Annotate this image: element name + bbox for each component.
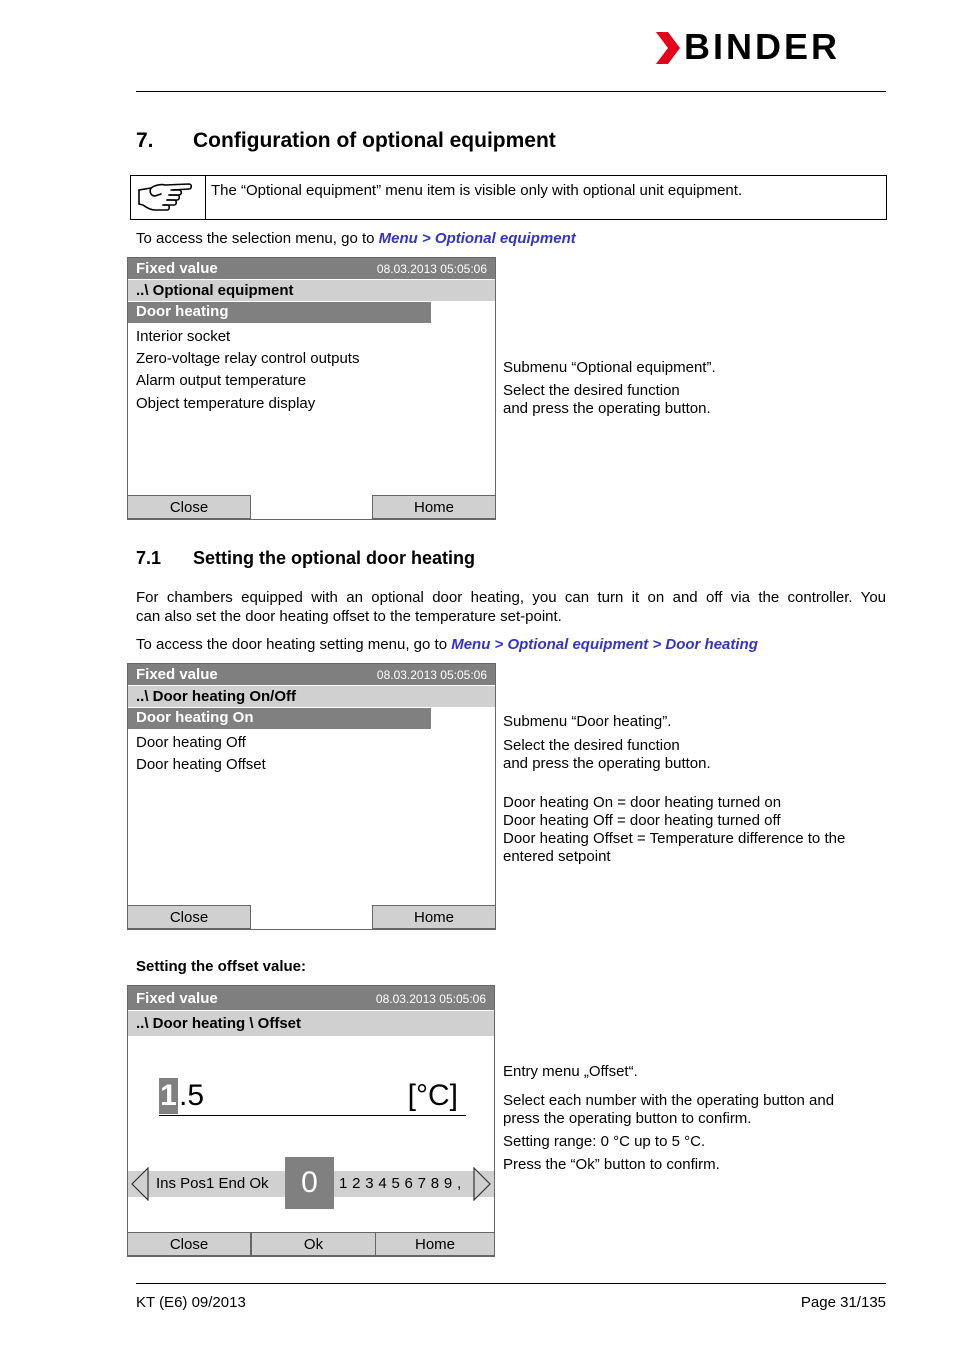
- offset-value-field[interactable]: [159, 1078, 466, 1116]
- menu-item-alarm-output[interactable]: Alarm output temperature: [136, 372, 307, 389]
- note-text: The “Optional equipment” menu item is visible only with optional unit equipment.: [211, 182, 743, 199]
- note-box: [130, 175, 887, 220]
- arrow-right-icon[interactable]: [472, 1167, 492, 1201]
- close-button[interactable]: Close: [127, 1232, 251, 1256]
- subsection-heading: [136, 548, 475, 569]
- controller-screen-door-heating: [127, 663, 496, 930]
- arrow-left-icon[interactable]: [130, 1167, 150, 1201]
- menu-item-interior-socket[interactable]: Interior socket: [136, 328, 231, 345]
- unit-label: [°C]: [407, 1079, 458, 1112]
- desc-line: Setting range: 0 °C up to 5 °C.: [503, 1133, 706, 1150]
- offset-heading: Setting the offset value:: [136, 958, 307, 975]
- screen-path: [128, 686, 495, 707]
- access-prefix: To access the selection menu, go to: [136, 230, 379, 247]
- screen-mode: Fixed value: [136, 260, 218, 277]
- desc-line: Select the desired function: [503, 382, 680, 399]
- menu-item-object-temp[interactable]: Object temperature display: [136, 395, 316, 412]
- section-title: Configuration of optional equipment: [193, 129, 556, 152]
- controller-screen-optional-equipment: [127, 257, 496, 520]
- desc-line: Press the “Ok” button to confirm.: [503, 1156, 720, 1173]
- logo-mark-icon: [654, 30, 684, 66]
- brand-name: BINDER: [684, 26, 841, 67]
- screen-datetime: 08.03.2013 05:05:06: [376, 668, 487, 682]
- path-label: ..\ Optional equipment: [136, 282, 294, 299]
- subsection-title: Setting the optional door heating: [193, 548, 475, 568]
- menu-item-label: Door heating On: [136, 709, 254, 726]
- menu-item-relay-outputs[interactable]: Zero-voltage relay control outputs: [136, 350, 360, 367]
- desc-line: Door heating Offset = Temperature difference to the: [503, 830, 846, 847]
- home-button[interactable]: Home: [375, 1232, 495, 1256]
- pointing-hand-icon: [131, 176, 206, 219]
- screen1-description: [503, 359, 716, 418]
- current-digit[interactable]: 0: [285, 1157, 334, 1209]
- access-instruction: [136, 229, 576, 248]
- section-heading: [136, 129, 556, 153]
- screen-title-bar: [128, 664, 495, 685]
- menu-path-link[interactable]: Menu > Optional equipment > Door heating: [451, 636, 758, 653]
- desc-line: Entry menu „Offset“.: [503, 1063, 638, 1080]
- screen-path: [128, 280, 495, 301]
- menu-item-label: Door heating: [136, 303, 229, 320]
- desc-line: press the operating button to confirm.: [503, 1110, 752, 1127]
- menu-item-door-heating-offset[interactable]: Door heating Offset: [136, 756, 266, 773]
- screen-title-bar: [128, 258, 495, 279]
- menu-item-door-heating[interactable]: [128, 302, 431, 323]
- digit-keys[interactable]: 1 2 3 4 5 6 7 8 9 ,: [339, 1175, 462, 1192]
- edit-keys[interactable]: Ins Pos1 End Ok: [156, 1175, 269, 1192]
- controller-screen-offset-entry: [127, 985, 495, 1257]
- menu-path-link[interactable]: Menu > Optional equipment: [378, 230, 576, 247]
- close-button[interactable]: Close: [127, 905, 251, 929]
- menu-item-door-heating-on[interactable]: [128, 708, 431, 729]
- home-button[interactable]: Home: [372, 495, 496, 519]
- desc-line: and press the operating button.: [503, 755, 711, 772]
- footer-page-number: Page 31/135: [800, 1294, 886, 1311]
- screen3-description: [503, 1063, 834, 1174]
- section-number: 7.: [136, 129, 154, 152]
- desc-line: Door heating On = door heating turned on: [503, 794, 782, 811]
- close-button[interactable]: Close: [127, 495, 251, 519]
- menu-item-door-heating-off[interactable]: Door heating Off: [136, 734, 246, 751]
- home-button[interactable]: Home: [372, 905, 496, 929]
- desc-line: Submenu “Optional equipment”.: [503, 359, 716, 376]
- desc-line: Door heating Off = door heating turned off: [503, 812, 781, 829]
- desc-line: and press the operating button.: [503, 400, 711, 417]
- path-label: ..\ Door heating On/Off: [136, 688, 296, 705]
- cursor-digit: 1: [160, 1079, 177, 1112]
- subsection-number: 7.1: [136, 548, 162, 568]
- screen-datetime: 08.03.2013 05:05:06: [376, 262, 487, 276]
- footer-doc-id: KT (E6) 09/2013: [136, 1294, 246, 1311]
- access-instruction-2: [136, 635, 758, 654]
- access-prefix: To access the door heating setting menu, go to: [136, 636, 452, 653]
- intro-paragraph: [136, 588, 886, 626]
- intro-line: can also set the door heating offset to the temperature set-point.: [136, 608, 562, 625]
- screen-mode: Fixed value: [136, 990, 218, 1007]
- screen-path: [128, 1011, 494, 1036]
- header-rule: [136, 91, 886, 92]
- screen-title-bar: [128, 986, 494, 1010]
- desc-line: Select each number with the operating button and: [503, 1092, 835, 1109]
- path-label: ..\ Door heating \ Offset: [136, 1015, 302, 1032]
- intro-line: For chambers equipped with an optional door heating, you can turn it on and off via the controller. You: [136, 589, 886, 606]
- screen2-description: [503, 713, 845, 866]
- screen-datetime: 08.03.2013 05:05:06: [375, 992, 486, 1006]
- desc-line: entered setpoint: [503, 848, 611, 865]
- ok-button[interactable]: Ok: [251, 1232, 376, 1256]
- desc-line: Submenu “Door heating”.: [503, 713, 672, 730]
- footer-rule: [136, 1283, 886, 1284]
- binder-logo: [654, 26, 888, 67]
- desc-line: Select the desired function: [503, 737, 680, 754]
- screen-mode: Fixed value: [136, 666, 218, 683]
- value-rest: .5: [179, 1079, 205, 1112]
